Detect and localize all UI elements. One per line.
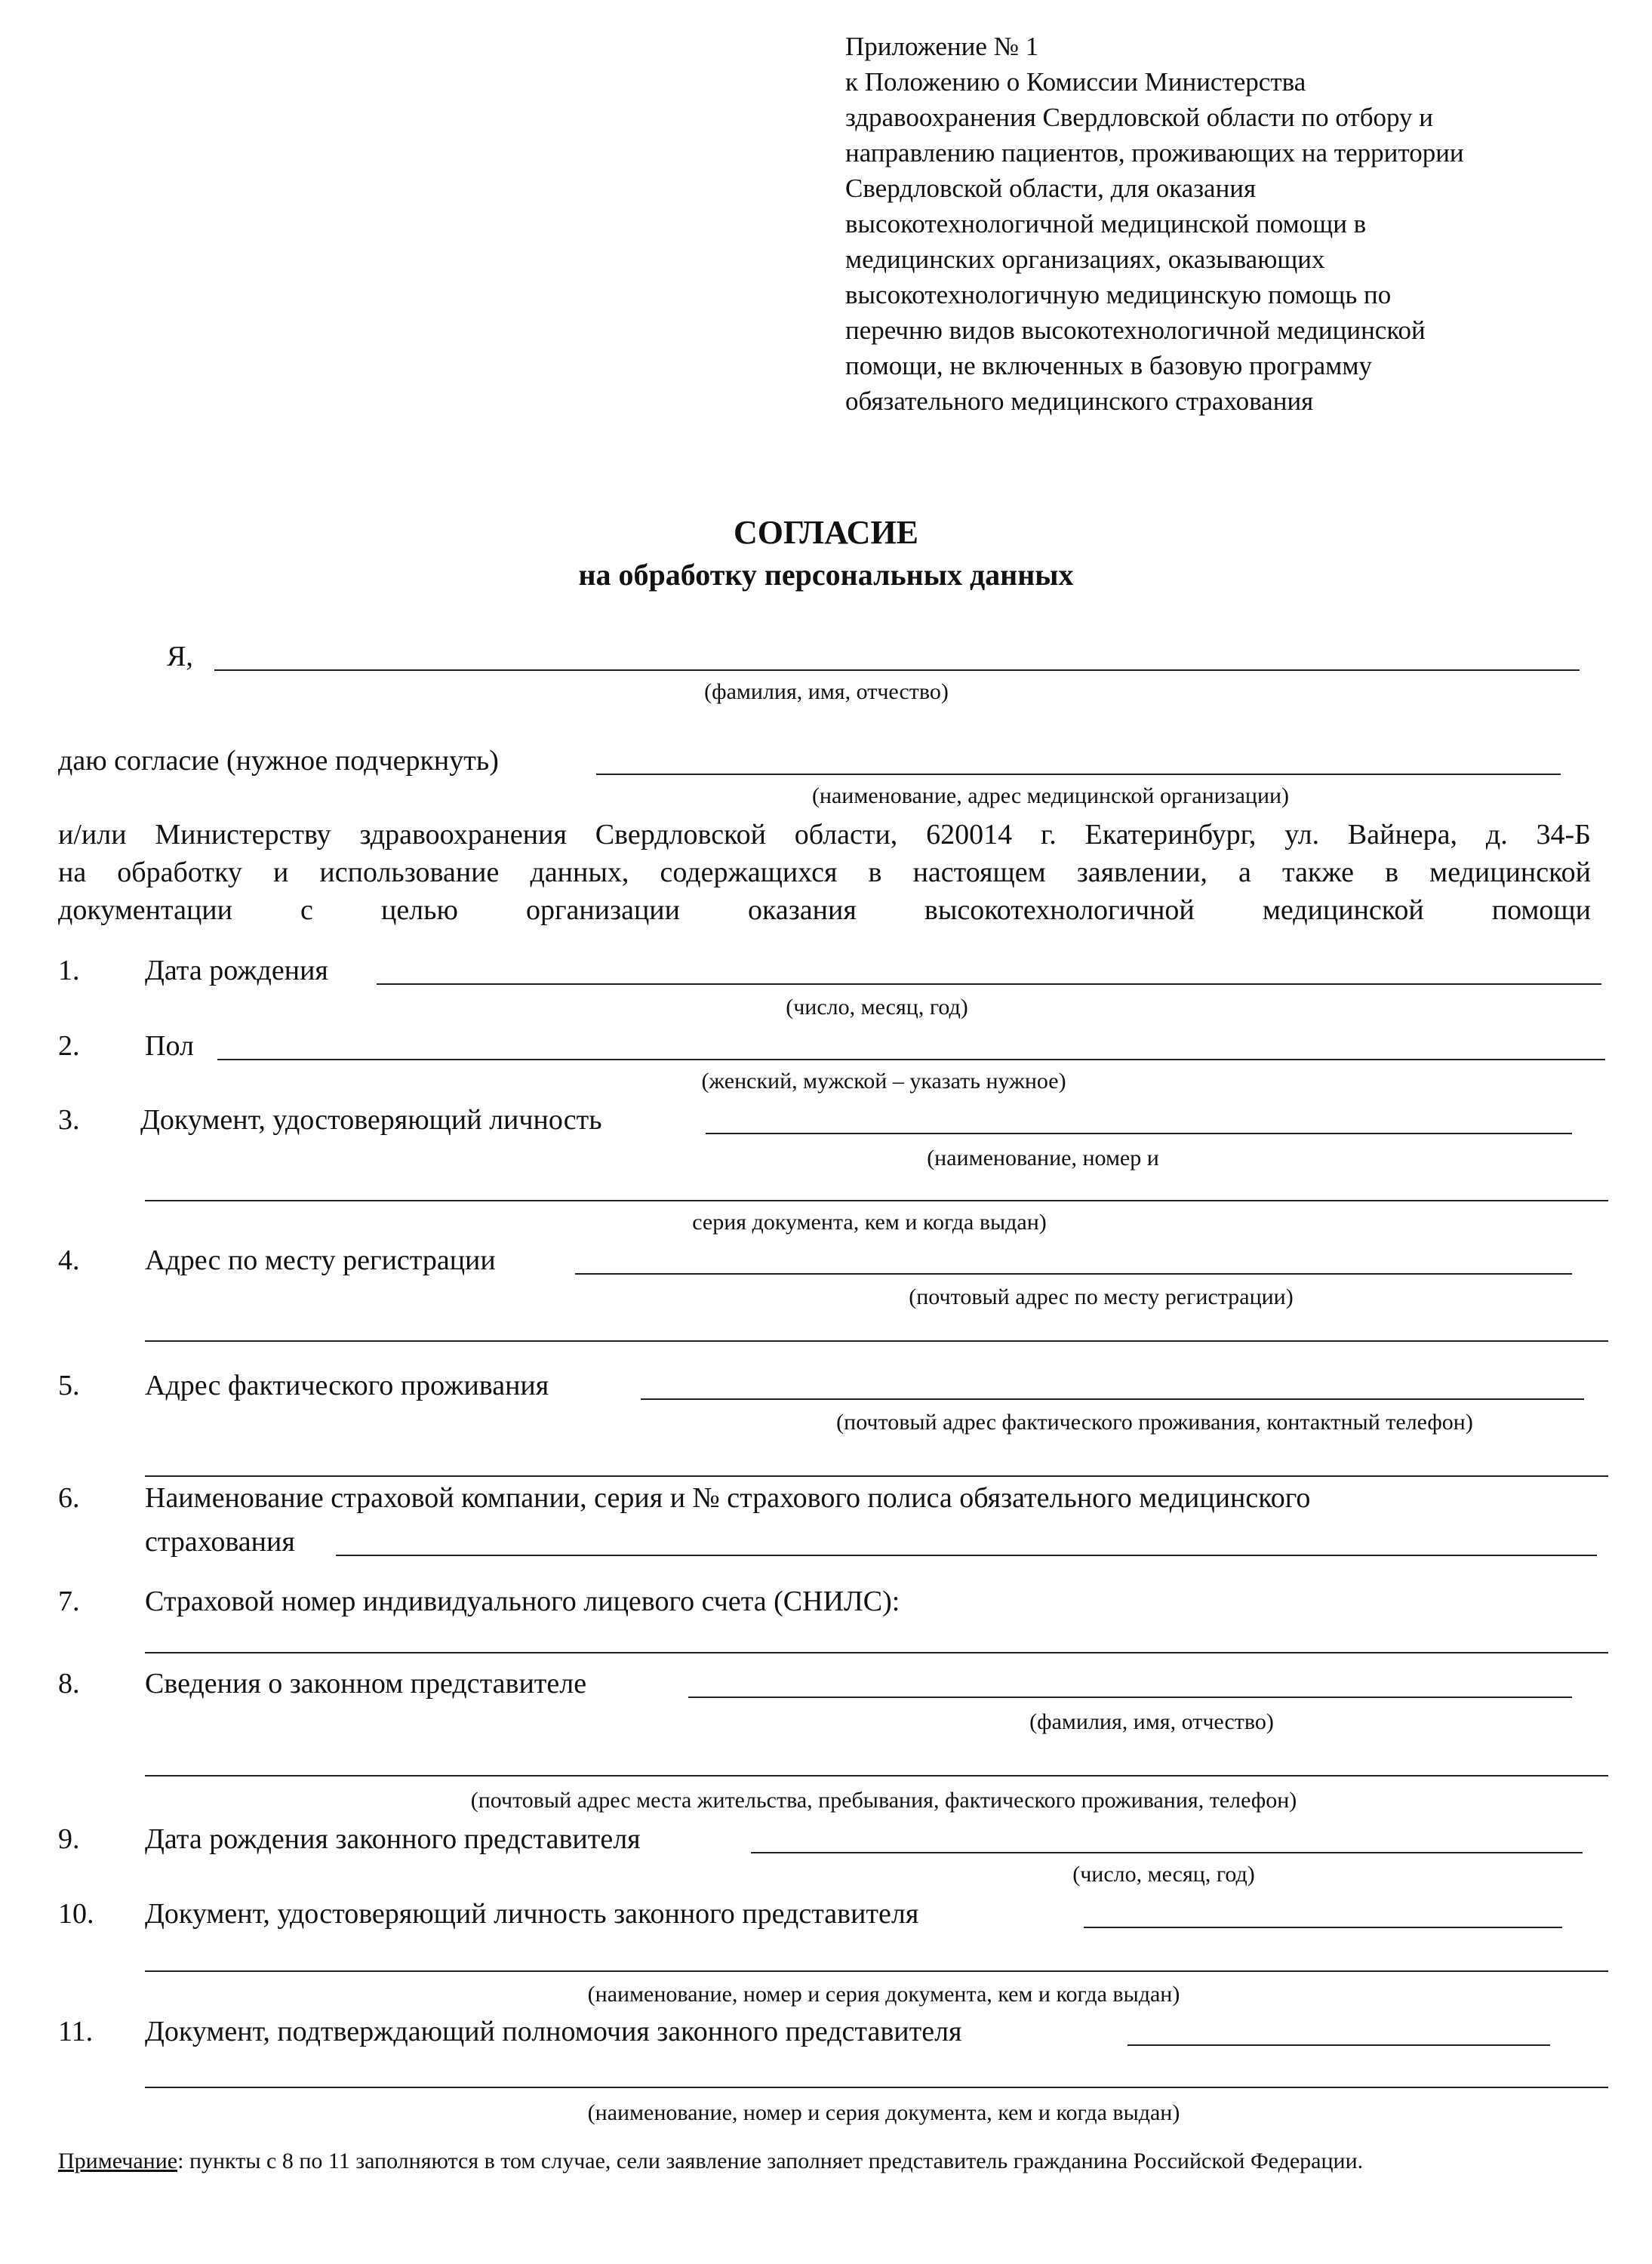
sex-field[interactable] xyxy=(217,1059,1605,1060)
appendix-line: Свердловской области, для оказания xyxy=(845,174,1257,203)
snils-field[interactable] xyxy=(145,1652,1608,1653)
appendix-line: обязательного медицинского страхования xyxy=(845,386,1314,416)
actual-address-label: Адрес фактического проживания xyxy=(145,1370,549,1401)
actual-address-field[interactable] xyxy=(641,1398,1584,1400)
insurance-label-2: страхования xyxy=(145,1526,295,1558)
item-number: 9. xyxy=(58,1823,80,1855)
appendix-line: перечню видов высокотехнологичной медицинской xyxy=(845,315,1426,345)
representative-authority-field-2[interactable] xyxy=(145,2087,1608,2088)
item-number: 6. xyxy=(58,1482,80,1514)
paragraph-line: и/или Министерству здравоохранения Свердловской области, 620014 г. Екатеринбург, ул. Вайнера, д. 34-Б xyxy=(58,819,1591,851)
item-number: 2. xyxy=(58,1030,80,1062)
sex-label: Пол xyxy=(145,1030,194,1062)
representative-birth-date-caption: (число, месяц, год) xyxy=(1072,1862,1255,1887)
item-number: 7. xyxy=(58,1586,80,1617)
document-subtitle: на обработку персональных данных xyxy=(578,558,1074,592)
representative-birth-date-field[interactable] xyxy=(751,1852,1583,1853)
sex-caption: (женский, мужской – указать нужное) xyxy=(701,1069,1066,1094)
paragraph-line: документации с целью организации оказания высокотехнологичной медицинской помощи xyxy=(58,894,1591,926)
representative-id-field[interactable] xyxy=(1084,1927,1562,1928)
consent-paragraph xyxy=(58,816,1591,929)
item-number: 10. xyxy=(58,1898,94,1930)
actual-address-caption: (почтовый адрес фактического проживания, контактный телефон) xyxy=(836,1410,1473,1435)
insurance-field[interactable] xyxy=(336,1555,1597,1556)
representative-id-field-2[interactable] xyxy=(145,1970,1608,1972)
birth-date-label: Дата рождения xyxy=(145,955,328,986)
representative-label: Сведения о законном представителе xyxy=(145,1668,587,1700)
representative-address-field[interactable] xyxy=(145,1775,1608,1776)
id-document-label: Документ, удостоверяющий личность xyxy=(140,1104,602,1136)
representative-birth-date-label: Дата рождения законного представителя xyxy=(145,1823,641,1855)
registration-address-label: Адрес по месту регистрации xyxy=(145,1244,496,1276)
medical-organization-caption: (наименование, адрес медицинской организации) xyxy=(811,783,1290,808)
appendix-line: Приложение № 1 xyxy=(845,32,1039,61)
appendix-line: медицинских организациях, оказывающих xyxy=(845,245,1325,274)
registration-address-field[interactable] xyxy=(575,1273,1572,1275)
representative-address-caption: (почтовый адрес места жительства, пребывания, фактического проживания, телефон) xyxy=(470,1788,1297,1813)
consent-label: даю согласие (нужное подчеркнуть) xyxy=(58,745,499,777)
item-number: 3. xyxy=(58,1104,80,1136)
item-number: 8. xyxy=(58,1668,80,1700)
medical-organization-field[interactable] xyxy=(596,774,1561,775)
representative-authority-caption: (наименование, номер и серия документа, кем и когда выдан) xyxy=(587,2100,1180,2125)
id-document-caption: (наименование, номер и xyxy=(927,1146,1159,1170)
document-title: СОГЛАСИЕ xyxy=(733,514,919,551)
footnote-label: Примечание xyxy=(58,2149,178,2173)
appendix-line: направлению пациентов, проживающих на территории xyxy=(845,138,1464,168)
birth-date-field[interactable] xyxy=(377,983,1601,985)
representative-authority-label: Документ, подтверждающий полномочия законного представителя xyxy=(145,2016,962,2047)
representative-name-field[interactable] xyxy=(688,1696,1572,1698)
footnote xyxy=(58,2145,1591,2178)
appendix-line: высокотехнологичной медицинской помощи в xyxy=(845,209,1367,238)
registration-address-caption: (почтовый адрес по месту регистрации) xyxy=(909,1284,1294,1309)
appendix-line: помощи, не включенных в базовую программу xyxy=(845,351,1372,380)
item-number: 5. xyxy=(58,1370,80,1401)
full-name-caption: (фамилия, имя, отчество) xyxy=(704,679,949,704)
actual-address-field-2[interactable] xyxy=(145,1475,1608,1477)
full-name-field[interactable] xyxy=(214,669,1580,671)
appendix-line: высокотехнологичную медицинскую помощь по xyxy=(845,280,1392,309)
snils-label: Страховой номер индивидуального лицевого счета (СНИЛС): xyxy=(145,1586,900,1617)
representative-name-caption: (фамилия, имя, отчество) xyxy=(1029,1709,1274,1734)
insurance-label: Наименование страховой компании, серия и № страхового полиса обязательного медицинского xyxy=(145,1482,1311,1514)
representative-authority-field[interactable] xyxy=(1127,2044,1550,2046)
appendix-line: к Положению о Комиссии Министерства xyxy=(845,67,1306,97)
appendix-header xyxy=(845,29,1464,419)
i-label: Я, xyxy=(167,641,193,672)
item-number: 1. xyxy=(58,955,80,986)
appendix-line: здравоохранения Свердловской области по отбору и xyxy=(845,103,1434,132)
representative-id-label: Документ, удостоверяющий личность законного представителя xyxy=(145,1898,919,1930)
id-document-field[interactable] xyxy=(706,1133,1572,1134)
item-number: 4. xyxy=(58,1244,80,1276)
paragraph-line: на обработку и использование данных, содержащихся в настоящем заявлении, а также в медицинской xyxy=(58,857,1591,888)
representative-id-caption: (наименование, номер и серия документа, кем и когда выдан) xyxy=(587,1982,1180,2007)
birth-date-caption: (число, месяц, год) xyxy=(786,995,968,1020)
id-document-caption-2: серия документа, кем и когда выдан) xyxy=(692,1210,1047,1235)
item-number: 11. xyxy=(58,2016,94,2047)
registration-address-field-2[interactable] xyxy=(145,1340,1608,1342)
footnote-text: : пункты с 8 по 11 заполняются в том случае, сели заявление заполняет представитель гражданина Российской Федерации. xyxy=(177,2149,1364,2173)
id-document-field-2[interactable] xyxy=(145,1200,1608,1201)
